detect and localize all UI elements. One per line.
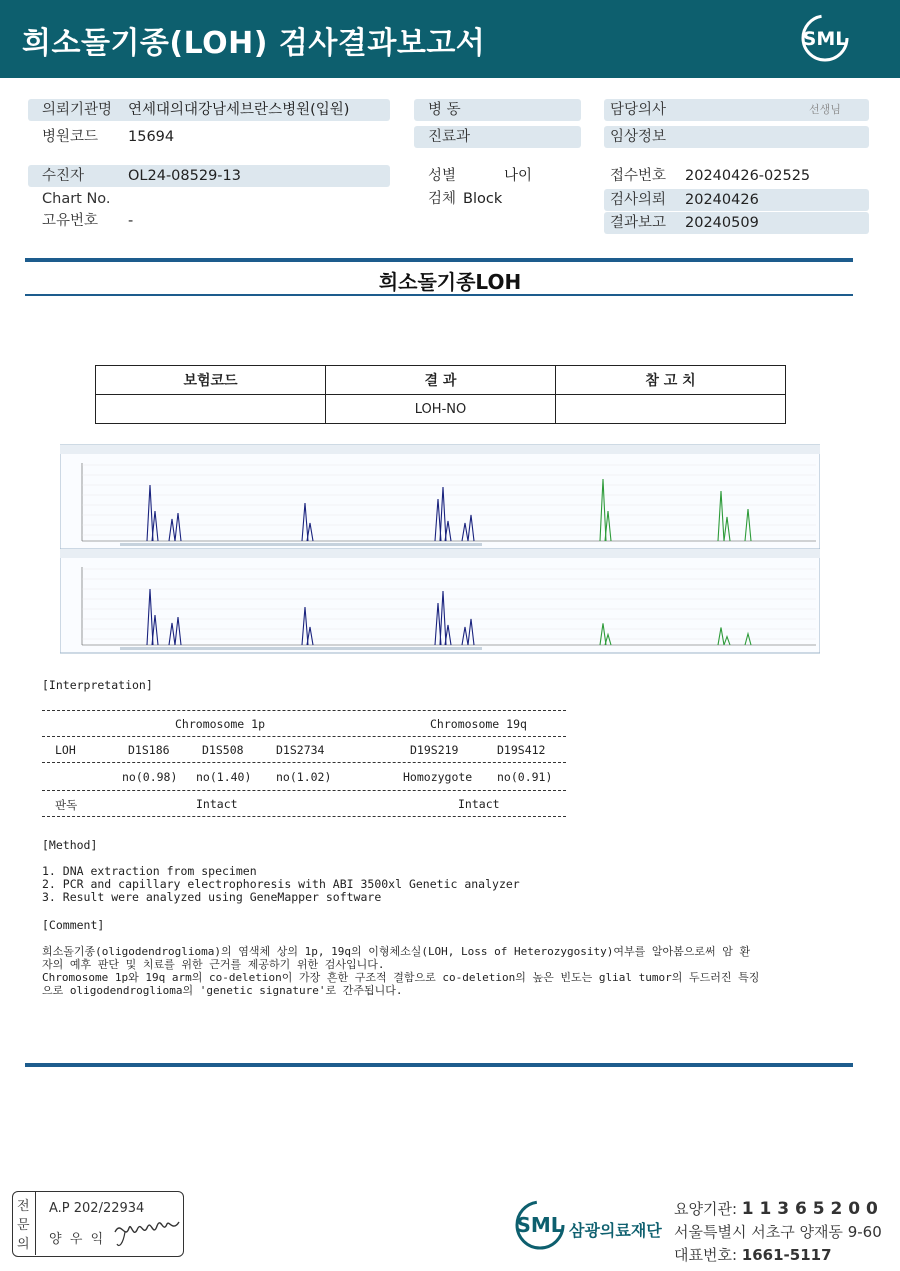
sex-age-field: 성별 나이 bbox=[428, 168, 533, 184]
divider bbox=[42, 710, 566, 711]
comment-heading: [Comment] bbox=[42, 918, 105, 932]
stamp-char: 전 bbox=[17, 1199, 30, 1214]
divider bbox=[42, 736, 566, 737]
judge-1p: Intact bbox=[196, 797, 238, 811]
marker: D1S508 bbox=[202, 743, 244, 757]
section-bottom-rule bbox=[25, 294, 853, 296]
report-header bbox=[0, 0, 900, 78]
dept-field: 진료과 bbox=[414, 126, 581, 148]
sml-logo-icon bbox=[796, 12, 854, 64]
group-19q: Chromosome 19q bbox=[430, 717, 527, 731]
method-heading: [Method] bbox=[42, 838, 98, 852]
cell-reference bbox=[556, 395, 786, 424]
footer-rule bbox=[25, 1063, 853, 1067]
footer-logo-text: SML bbox=[516, 1213, 564, 1237]
method-line: 1. DNA extraction from specimen bbox=[42, 864, 257, 878]
marker-value: Homozygote bbox=[403, 770, 473, 784]
interpretation-heading: [Interpretation] bbox=[42, 678, 153, 692]
signature-icon bbox=[111, 1210, 183, 1250]
patient-field: 수진자 OL24-08529-13 bbox=[28, 165, 390, 187]
ward-field: 병 동 bbox=[414, 99, 581, 121]
marker: D19S412 bbox=[497, 743, 546, 757]
marker: D1S186 bbox=[128, 743, 170, 757]
sml-footer-logo-icon bbox=[510, 1198, 570, 1252]
method-line: 2. PCR and capillary electrophoresis with ABI 3500xl Genetic analyzer bbox=[42, 877, 520, 891]
header-reference: 참 고 치 bbox=[556, 366, 786, 395]
header-insurance-code: 보험코드 bbox=[96, 366, 326, 395]
judge-label: 판독 bbox=[55, 798, 78, 812]
care-code: 요양기관: 1 1 3 6 5 2 0 0 bbox=[674, 1199, 878, 1219]
method-line: 3. Result were analyzed using GeneMapper software bbox=[42, 890, 382, 904]
chart-no-field: Chart No. bbox=[42, 191, 111, 207]
divider bbox=[42, 762, 566, 763]
panel-title-bar bbox=[60, 445, 820, 454]
pathologist-name: 양 우 익 bbox=[49, 1232, 104, 1247]
pathologist-stamp bbox=[12, 1191, 184, 1257]
unique-no-field: 고유번호 - bbox=[42, 213, 134, 229]
row-label-loh: LOH bbox=[55, 743, 76, 757]
marker-value: no(0.98) bbox=[122, 770, 178, 784]
logo-text: SML bbox=[802, 28, 848, 50]
panel-title-bar bbox=[60, 549, 820, 558]
divider bbox=[42, 790, 566, 791]
comment-line: 자의 예후 판단 및 치료를 위한 근거를 제공하기 위한 검사입니다. bbox=[42, 958, 385, 971]
results-table bbox=[95, 365, 786, 424]
address: 서울특별시 서초구 양재동 9-60 bbox=[674, 1223, 882, 1241]
license-number: A.P 202/22934 bbox=[49, 1201, 145, 1216]
stamp-char: 문 bbox=[17, 1218, 30, 1233]
section-title: 희소돌기종LOH bbox=[378, 270, 522, 294]
clinical-field: 임상정보 bbox=[604, 126, 869, 148]
institution-field: 의뢰기관명 연세대의대강남세브란스병원(입원) bbox=[28, 99, 390, 121]
comment-line: 으로 oligodendroglioma의 'genetic signature'로 간주됩니다. bbox=[42, 984, 403, 997]
marker: D19S219 bbox=[410, 743, 459, 757]
marker-value: no(1.02) bbox=[276, 770, 332, 784]
scrollbar bbox=[120, 647, 482, 650]
marker-value: no(1.40) bbox=[196, 770, 252, 784]
report-date-field: 결과보고 20240509 bbox=[604, 212, 869, 234]
phone: 대표번호: 1661-5117 bbox=[674, 1246, 832, 1264]
doctor-field: 담당의사 선생님 bbox=[604, 99, 869, 121]
judge-19q: Intact bbox=[458, 797, 500, 811]
marker: D1S2734 bbox=[276, 743, 325, 757]
institution-value: 연세대의대강남세브란스병원(입원) bbox=[128, 102, 350, 118]
scrollbar bbox=[120, 543, 482, 546]
request-date-field: 검사의뢰 20240426 bbox=[604, 189, 869, 211]
marker-value: no(0.91) bbox=[497, 770, 553, 784]
divider bbox=[42, 816, 566, 817]
group-1p: Chromosome 1p bbox=[175, 717, 266, 731]
comment-line: 희소돌기종(oligodendroglioma)의 염색체 상의 1p, 19q의 이형체소실(LOH, Loss of Heterozygosity)여부를 알아봄으로써 암 환 bbox=[42, 945, 751, 958]
specimen-field: 검체 Block bbox=[428, 191, 503, 207]
cell-result: LOH-NO bbox=[326, 395, 556, 424]
cell-insurance-code bbox=[96, 395, 326, 424]
header-result: 결 과 bbox=[326, 366, 556, 395]
hospital-code-field: 병원코드 15694 bbox=[42, 129, 175, 145]
electropherogram-image bbox=[60, 443, 820, 655]
section-top-rule bbox=[25, 258, 853, 262]
stamp-char: 의 bbox=[17, 1237, 30, 1252]
org-name: 삼광의료재단 bbox=[569, 1221, 662, 1240]
comment-line: Chromosome 1p와 19q arm의 co-deletion이 가장 흔한 구조적 결함으로 co-deletion의 높은 빈도는 glial tumor의 두드러진 특징 bbox=[42, 971, 760, 984]
receipt-field: 접수번호 20240426-02525 bbox=[610, 168, 811, 184]
report-title: 희소돌기종(LOH) 검사결과보고서 bbox=[22, 26, 486, 61]
